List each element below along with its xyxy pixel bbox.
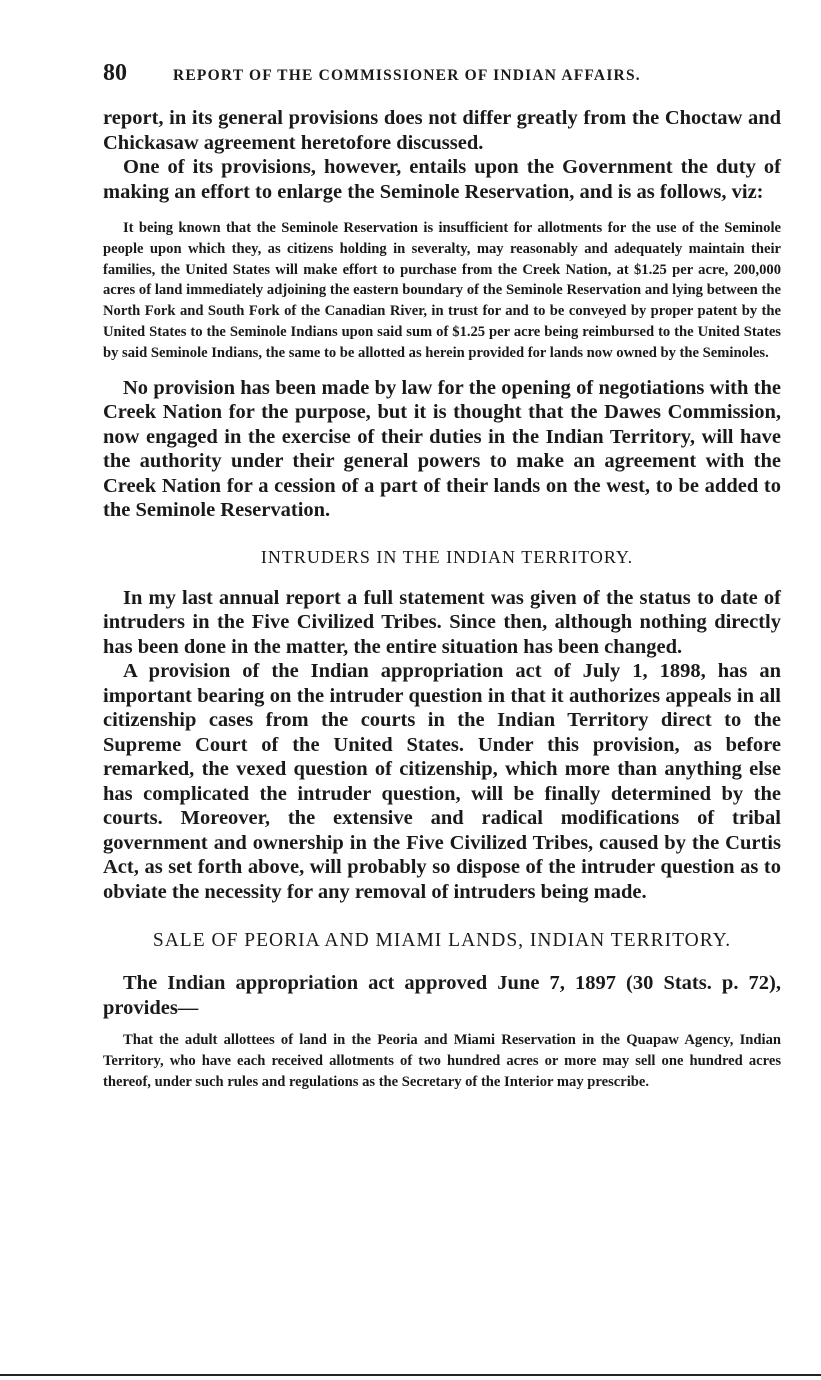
paragraph-continued: report, in its general provisions does not differ greatly from the Choctaw and Chickasaw agreement heretofore discussed. xyxy=(103,107,781,154)
quote-peoria-miami: That the adult allottees of land in the Peoria and Miami Reservation in the Quapaw Agency, Indian Territory, who have each received allotments of two hundred acres or more may sell one hundred acres thereof, under such rules and regulations as the Secretary of the Interior may prescribe. xyxy=(103,1032,781,1090)
quote-seminole-reservation: It being known that the Seminole Reservation is insufficient for allotments for the use of the Seminole people upon which they, as citizens holding in severalty, may reasonably and adequately maintain their families, the United States will make effort to purchase from the Creek Nation, at $1.25 per acre, 200,000 acres of land immediately adjoining the eastern boundary of the Seminole Reservation and lying between the North Fork and South Fork of the Canadian River, in trust for and to be conveyed by proper patent by the United States to the Seminole Indians upon said sum of $1.25 per acre being reimbursed to the United States by said Seminole Indians, the same to be allotted as herein provided for lands now owned by the Seminoles. xyxy=(103,220,781,361)
running-head: REPORT OF THE COMMISSIONER OF INDIAN AFFAIRS. xyxy=(173,67,641,84)
paragraph-appropriation-act: A provision of the Indian appropriation act of July 1, 1898, has an important bearing on the intruder question in that it authorizes appeals in all citizenship cases from the courts in the Indian Territory direct to the Supreme Court of the United States. Under this provision, as before remarked, the vexed question of citizenship, which more than anything else has complicated the intruder question, will be finally determined by the courts. Moreover, the extensive and radical modifications of tribal government and ownership in the Five Civilized Tribes, caused by the Curtis Act, as set forth above, will probably so dispose of the intruder question as to obviate the necessity for any removal of intruders being made. xyxy=(103,660,781,903)
paragraph-creek-negotiations: No provision has been made by law for the opening of negotiations with the Creek Nation for the purpose, but it is thought that the Dawes Commission, now engaged in the exercise of their duties in the Indian Territory, will have the authority under their general powers to make an agreement with the Creek Nation for a cession of a part of their lands on the west, to be added to the Seminole Reservation. xyxy=(103,376,781,522)
page-header xyxy=(103,60,781,94)
page-body xyxy=(103,106,781,1092)
section-heading-intruders: INTRUDERS IN THE INDIAN TERRITORY. xyxy=(260,546,634,567)
paragraph-seminole-provision: One of its provisions, however, entails upon the Government the duty of making an effort to enlarge the Seminole Reservation, and is as follows, viz: xyxy=(103,156,781,203)
paragraph-intruders-status: In my last annual report a full statement was given of the status to date of intruders in the Five Civilized Tribes. Since then, although nothing directly has been done in the matter, the entire situation has been changed. xyxy=(103,586,781,658)
section-heading-peoria-miami: SALE OF PEORIA AND MIAMI LANDS, INDIAN TERRITORY. xyxy=(152,930,732,952)
page-number: 80 xyxy=(103,60,127,86)
paragraph-appropriation-1897: The Indian appropriation act approved June 7, 1897 (30 Stats. p. 72), provides— xyxy=(103,972,781,1019)
page-bottom-rule xyxy=(0,1374,821,1376)
